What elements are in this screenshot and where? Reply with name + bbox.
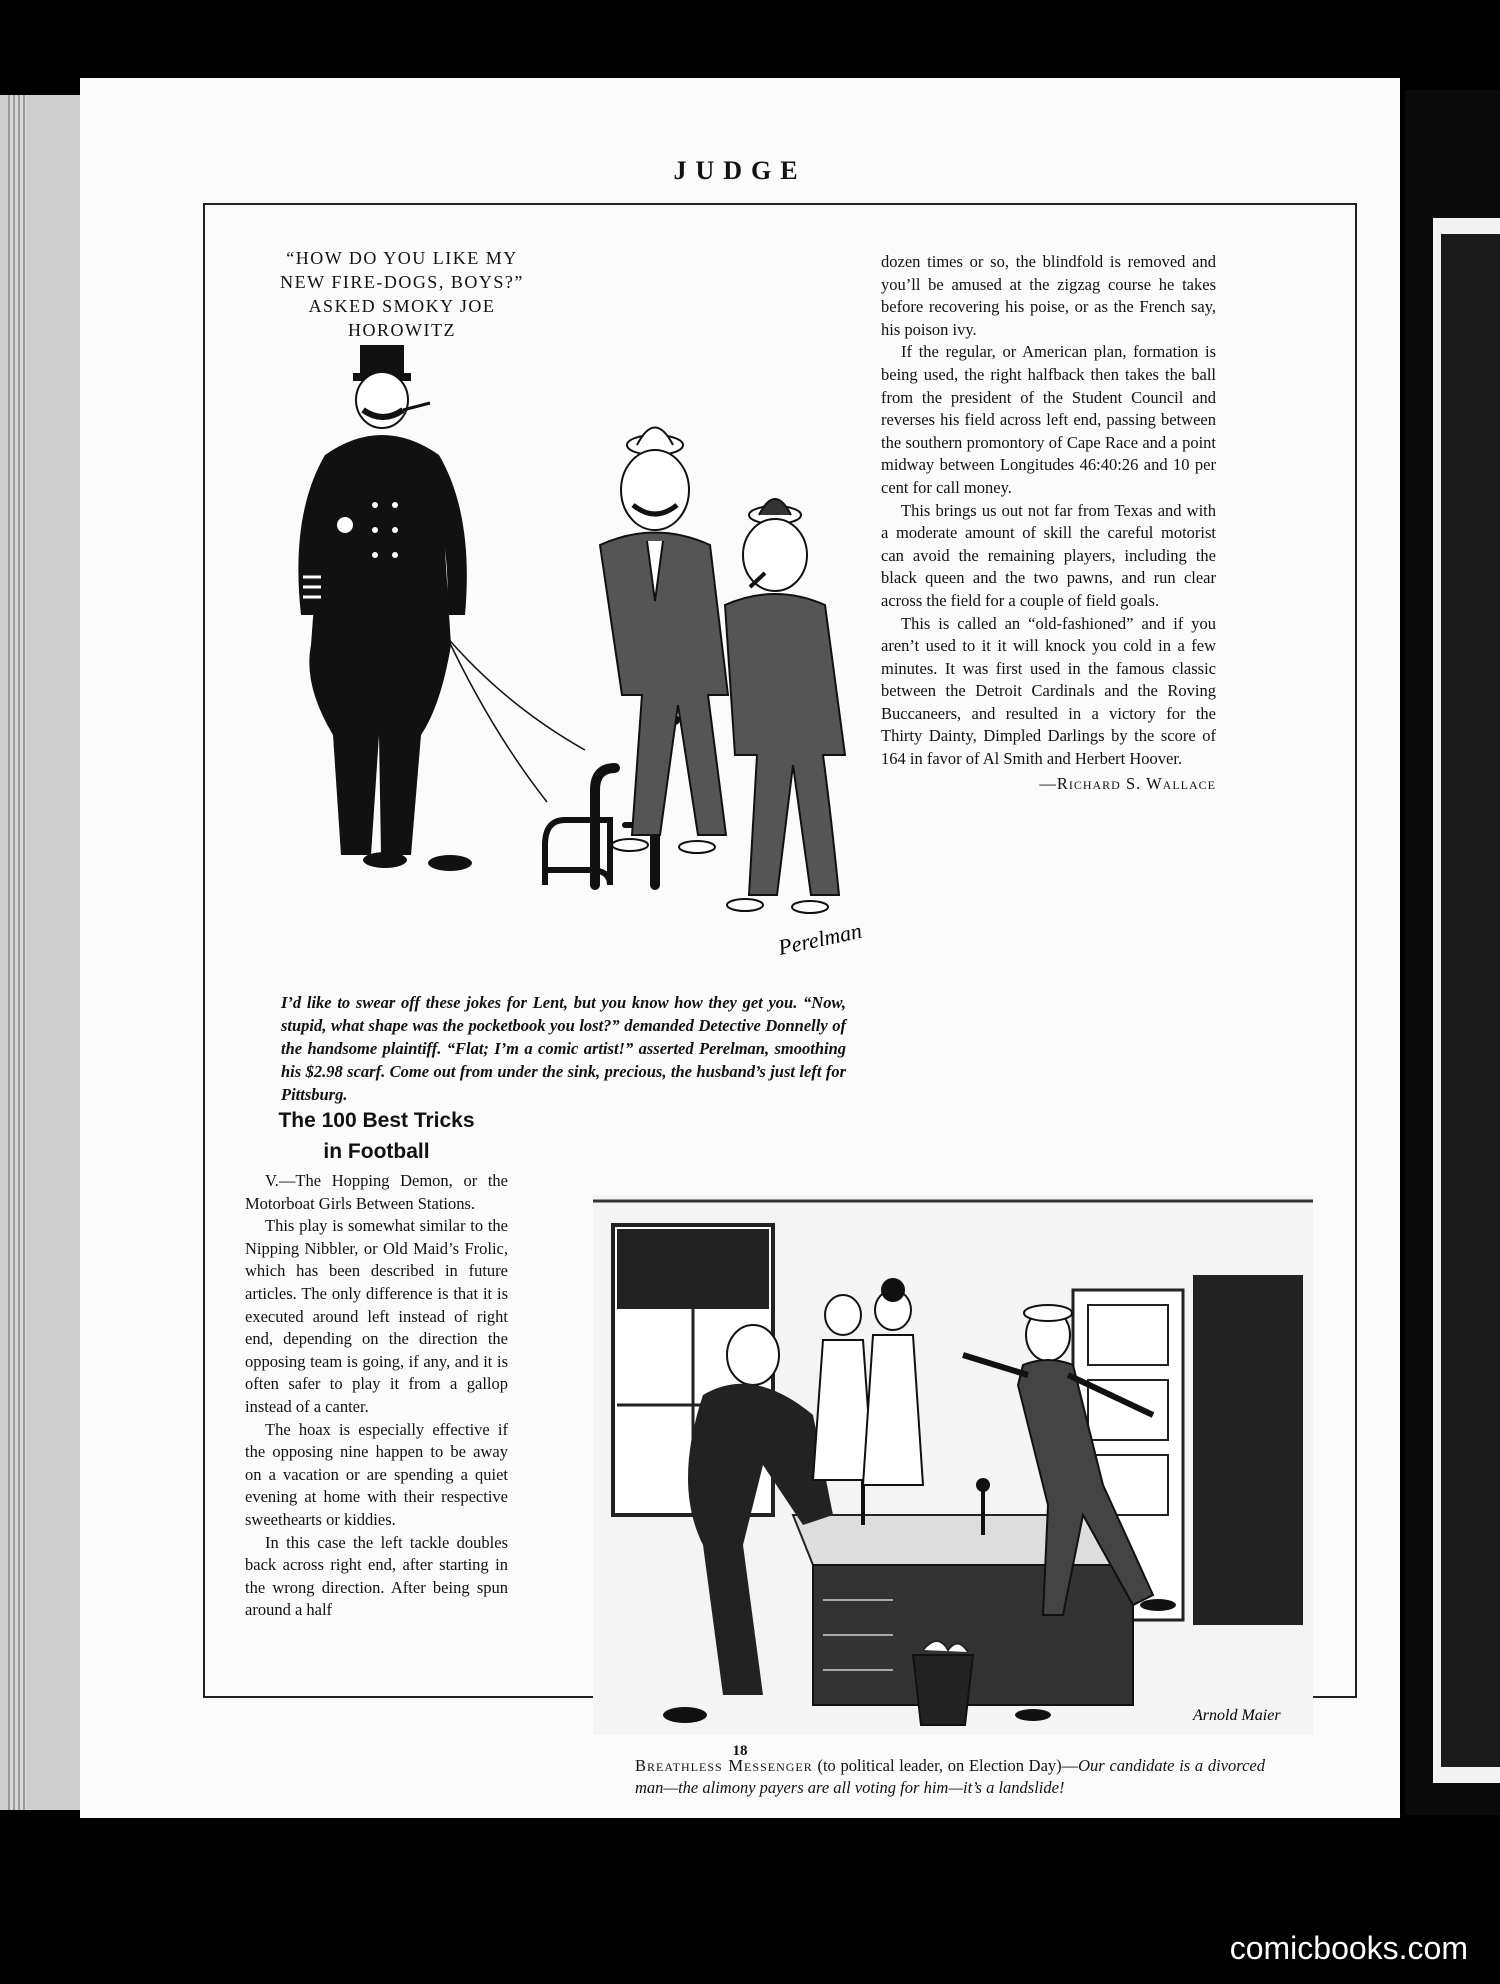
magazine-page [80, 78, 1400, 1818]
watermark: comicbooks.com [1229, 1930, 1468, 1966]
cartoon-top-signature: Perelman [775, 917, 864, 960]
article-column [245, 1170, 508, 1622]
masthead: JUDGE [673, 156, 807, 185]
paragraph: This play is somewhat similar to the Nipping Nibbler, or Old Maid’s Frolic, which has been described in future articles. The only difference is that it is executed around left instead of right end, depending on the direction the opposing team is going, if any, and it is often safer to play it from a gallop instead of a canter. [245, 1216, 508, 1416]
caption-speaker: Breathless Messenger [635, 1756, 813, 1775]
cartoon-fire-dogs [235, 315, 864, 975]
paragraph: The hoax is especially effective if the opposing nine happen to be away on a vacation or are spending a quiet evening at home with their respective sweethearts or kiddies. [245, 1419, 508, 1529]
policeman-figure [298, 345, 585, 871]
cartoon-election-office [593, 1195, 1313, 1735]
article-headline: The 100 Best Tricks in Football [278, 1109, 475, 1163]
facing-page-edge [1405, 90, 1500, 1815]
byline: —Richard S. Wallace [1039, 773, 1216, 793]
paragraph: If the regular, or American plan, formation is being used, the right halfback then takes the ball from the president of the Student Council and reverses his field across left end, passing between the southern promontory of Cape Race and a point midway between Longitudes 46:40:26 and 10 per cent for call money. [881, 342, 1216, 497]
man-in-bowler-hat-right [725, 499, 845, 913]
man-in-bowler-hat-left [600, 428, 728, 854]
page-number: 18 [732, 1743, 748, 1759]
article-continuation-column [881, 251, 1216, 795]
cartoon-bottom-signature: Arnold Maier [1193, 1707, 1281, 1724]
cartoon-top-caption: “HOW DO YOU LIKE MY NEW FIRE-DOGS, BOYS?” ASKED SMOKY JOE HOROWITZ [280, 248, 524, 340]
page-edges [8, 95, 26, 1810]
facing-page-frame [1433, 218, 1500, 1783]
paragraph: In this case the left tackle doubles back across right end, after starting in the wrong direction. After being spun around a half [245, 1532, 508, 1620]
cartoon-bottom-caption [635, 1755, 1265, 1799]
paragraph: V.—The Hopping Demon, or the Motorboat Girls Between Stations. [245, 1171, 508, 1213]
paragraph: This brings us out not far from Texas and with a moderate amount of skill the careful motorist can avoid the remaining players, including the black queen and the two pawns, and run clear across the field for a couple of field goals. [881, 500, 1216, 610]
caption-quote: Our candidate is a divorced man—the alimony payers are all voting for him—it’s a landslide! [635, 1756, 1266, 1797]
paragraph: dozen times or so, the blindfold is removed and you’ll be amused at the zigzag course he takes before recovering his poise, or as the French say, his poison ivy. [881, 252, 1216, 339]
paragraph: This is called an “old-fashioned” and if you aren’t used to it it will knock you cold in a few minutes. It was first used in the famous classic between the Detroit Cardinals and the Roving Buccaneers, and resulted in a victory for the Thirty Dainty, Dimpled Darlings by the score of 164 in favor of Al Smith and Herbert Hoover. [881, 613, 1216, 769]
caption-context: (to political leader, on Election Day)— [812, 1756, 1079, 1775]
jokes-paragraph: I’d like to swear off these jokes for Lent, but you know how they get you. “Now, stupid, what shape was the pocketbook you lost?” demanded Detective Donnelly of the handsome plaintiff. “Flat; I’m a comic artist!” asserted Perelman, smoothing his $2.98 scarf. Come out from under the sink, precious, the husband’s just left for Pittsburg. [281, 993, 846, 1104]
book-spine-edge [0, 95, 80, 1810]
